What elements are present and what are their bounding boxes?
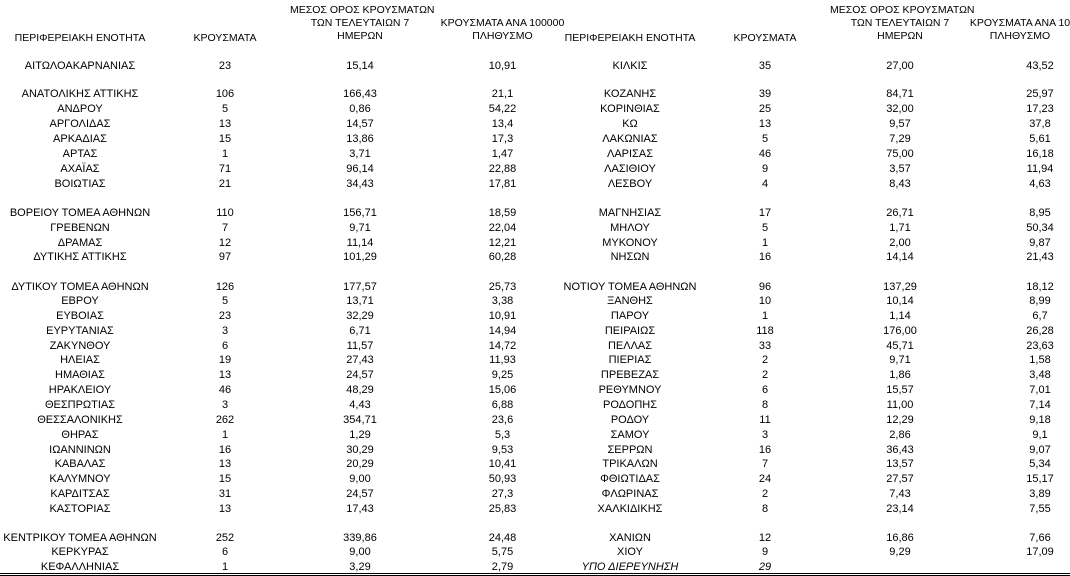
right-region-cell: ΠΡΕΒΕΖΑΣ <box>600 369 660 381</box>
left-region-cell: ΚΕΡΚΥΡΑΣ <box>51 546 109 558</box>
right-avg-cell: 23,14 <box>886 503 914 515</box>
right-region-cell: ΦΘΙΩΤΙΔΑΣ <box>600 473 660 485</box>
left-per100k-cell: 11,93 <box>489 354 516 366</box>
right-per100k-cell: 7,66 <box>1029 532 1051 544</box>
left-per100k-cell: 22,88 <box>488 163 517 175</box>
right-per100k-cell: 11,94 <box>1026 163 1054 175</box>
right-per100k-cell: 3,89 <box>1029 488 1051 500</box>
left-region-cell: ΔΡΑΜΑΣ <box>57 237 103 249</box>
left-per100k-cell: 27,3 <box>491 488 514 500</box>
left-per100k-cell: 1,47 <box>491 148 514 160</box>
left-region-cell: ΒΟΙΩΤΙΑΣ <box>54 178 106 190</box>
right-cases-cell: 2 <box>761 354 769 366</box>
right-region-cell: ΣΕΡΡΩΝ <box>607 444 653 456</box>
right-region-cell: ΥΠΟ ΔΙΕΡΕΥΝΗΣΗ <box>581 561 679 573</box>
left-cases-cell: 13 <box>218 118 232 130</box>
left-per100k-cell: 15,06 <box>488 384 517 396</box>
left-per100k-cell: 54,22 <box>488 103 517 115</box>
right-cases-cell: 118 <box>756 325 774 337</box>
right-region-cell: ΜΗΛΟΥ <box>610 222 650 234</box>
right-cases-cell: 39 <box>758 88 772 100</box>
right-cases-cell: 29 <box>758 561 772 573</box>
right-per100k-cell: 9,07 <box>1029 444 1051 456</box>
left-cases-cell: 16 <box>218 444 232 456</box>
right-avg-cell: 1,86 <box>889 369 911 381</box>
header-per100k-left-1: ΚΡΟΥΣΜΑΤΑ ΑΝΑ 100000 <box>440 17 565 29</box>
left-cases-cell: 110 <box>216 207 234 219</box>
left-region-cell: ΖΑΚΥΝΘΟΥ <box>49 340 111 352</box>
right-cases-cell: 7 <box>761 458 769 470</box>
right-cases-cell: 2 <box>761 488 769 500</box>
right-per100k-cell: 9,87 <box>1029 237 1051 249</box>
left-avg-cell: 354,71 <box>343 414 377 426</box>
left-per100k-cell: 21,1 <box>491 88 514 100</box>
left-avg-cell: 9,71 <box>349 222 371 234</box>
left-per100k-cell: 24,48 <box>488 532 517 544</box>
right-region-cell: ΡΕΘΥΜΝΟΥ <box>598 384 662 396</box>
left-cases-cell: 23 <box>218 60 232 72</box>
left-per100k-cell: 5,3 <box>494 429 511 441</box>
right-region-cell: ΠΑΡΟΥ <box>610 310 650 322</box>
right-avg-cell: 176,00 <box>883 325 917 337</box>
right-cases-cell: 25 <box>758 103 772 115</box>
right-per100k-cell: 21,43 <box>1026 251 1054 263</box>
right-cases-cell: 12 <box>758 532 772 544</box>
header-cases-left: ΚΡΟΥΣΜΑΤΑ <box>193 32 257 44</box>
left-avg-cell: 13,71 <box>346 295 374 307</box>
header-per100k-left-2: ΠΛΗΘΥΣΜΟ <box>472 30 533 42</box>
right-region-cell: ΤΡΙΚΑΛΩΝ <box>602 458 658 470</box>
right-avg-cell: 27,57 <box>886 473 914 485</box>
left-avg-cell: 6,71 <box>349 325 371 337</box>
right-region-cell: ΧΙΟΥ <box>617 546 643 558</box>
left-avg-cell: 13,86 <box>346 133 374 145</box>
left-avg-cell: 9,00 <box>349 473 371 485</box>
right-avg-cell: 13,57 <box>886 458 914 470</box>
right-region-cell: ΛΑΣΙΘΙΟΥ <box>604 163 656 175</box>
right-cases-cell: 1 <box>761 237 769 249</box>
header-per100k-right-2: ΠΛΗΘΥΣΜΟ <box>989 30 1051 42</box>
right-region-cell: ΚΟΖΑΝΗΣ <box>603 88 657 100</box>
right-per100k-cell: 16,18 <box>1026 148 1054 160</box>
left-cases-cell: 126 <box>215 281 235 293</box>
left-region-cell: ΚΕΦΑΛΛΗΝΙΑΣ <box>40 561 120 573</box>
left-cases-cell: 5 <box>221 103 229 115</box>
right-cases-cell: 35 <box>758 60 772 72</box>
right-cases-cell: 16 <box>758 444 772 456</box>
left-per100k-cell: 6,88 <box>491 399 514 411</box>
right-avg-cell: 26,71 <box>886 207 914 219</box>
left-region-cell: ΒΟΡΕΙΟΥ ΤΟΜΕΑ ΑΘΗΝΩΝ <box>9 207 151 219</box>
right-region-cell: ΣΑΜΟΥ <box>610 429 650 441</box>
left-region-cell: ΗΜΑΘΙΑΣ <box>55 369 105 381</box>
right-avg-cell: 2,86 <box>889 429 911 441</box>
left-cases-cell: 1 <box>221 148 229 160</box>
right-cases-cell: 16 <box>758 251 772 263</box>
left-avg-cell: 11,57 <box>346 340 374 352</box>
right-cases-cell: 5 <box>761 133 769 145</box>
left-per100k-cell: 5,75 <box>491 546 514 558</box>
right-avg-cell: 9,29 <box>889 546 911 558</box>
right-per100k-cell: 3,48 <box>1029 369 1051 381</box>
left-per100k-cell: 13,4 <box>491 118 514 130</box>
left-region-cell: ΕΥΡΥΤΑΝΙΑΣ <box>46 325 114 337</box>
right-region-cell: ΡΟΔΟΥ <box>610 414 650 426</box>
left-region-cell: ΑΝΔΡΟΥ <box>57 103 103 115</box>
right-per100k-cell: 1,58 <box>1029 354 1051 366</box>
right-per100k-cell: 25,97 <box>1026 88 1054 100</box>
right-per100k-cell: 9,18 <box>1029 414 1051 426</box>
right-region-cell: ΛΕΣΒΟΥ <box>607 178 653 190</box>
left-avg-cell: 24,57 <box>346 369 374 381</box>
left-cases-cell: 21 <box>218 178 232 190</box>
header-avg-left-2: ΤΩΝ ΤΕΛΕΥΤΑΙΩΝ 7 <box>310 17 410 29</box>
left-region-cell: ΓΡΕΒΕΝΩΝ <box>50 222 110 234</box>
right-cases-cell: 11 <box>759 414 771 426</box>
left-region-cell: ΔΥΤΙΚΟΥ ΤΟΜΕΑ ΑΘΗΝΩΝ <box>11 281 149 293</box>
right-avg-cell: 12,29 <box>886 414 914 426</box>
right-per100k-cell: 9,1 <box>1032 429 1048 441</box>
right-per100k-cell: 7,14 <box>1029 399 1051 411</box>
left-avg-cell: 3,71 <box>349 148 371 160</box>
right-per100k-cell: 5,34 <box>1029 458 1051 470</box>
header-avg-left-3: ΗΜΕΡΩΝ <box>337 30 383 42</box>
left-cases-cell: 1 <box>221 561 229 573</box>
left-region-cell: ΚΑΡΔΙΤΣΑΣ <box>50 488 110 500</box>
right-avg-cell: 2,00 <box>889 237 911 249</box>
right-cases-cell: 9 <box>761 546 769 558</box>
header-region-right: ΠΕΡΙΦΕΡΕΙΑΚΗ ΕΝΟΤΗΤΑ <box>564 32 696 44</box>
bottom-rule-1 <box>0 573 1070 574</box>
left-cases-cell: 71 <box>218 163 232 175</box>
left-cases-cell: 13 <box>218 503 232 515</box>
left-per100k-cell: 2,79 <box>491 561 514 573</box>
right-cases-cell: 8 <box>761 399 769 411</box>
right-region-cell: ΜΥΚΟΝΟΥ <box>602 237 658 249</box>
right-avg-cell: 32,00 <box>886 103 914 115</box>
right-cases-cell: 3 <box>761 429 769 441</box>
left-cases-cell: 31 <box>218 488 232 500</box>
left-per100k-cell: 10,41 <box>488 458 517 470</box>
left-per100k-cell: 17,3 <box>491 133 514 145</box>
left-avg-cell: 101,29 <box>343 251 377 263</box>
left-cases-cell: 262 <box>215 414 235 426</box>
right-avg-cell: 9,71 <box>889 354 911 366</box>
right-cases-cell: 24 <box>758 473 772 485</box>
right-cases-cell: 8 <box>761 503 769 515</box>
right-region-cell: ΛΑΚΩΝΙΑΣ <box>602 133 658 145</box>
right-region-cell: ΦΛΩΡΙΝΑΣ <box>601 488 659 500</box>
left-region-cell: ΑΡΓΟΛΙΔΑΣ <box>49 118 111 130</box>
left-per100k-cell: 10,91 <box>488 310 517 322</box>
left-avg-cell: 96,14 <box>346 163 374 175</box>
right-per100k-cell: 26,28 <box>1026 325 1054 337</box>
left-per100k-cell: 9,53 <box>491 444 514 456</box>
right-per100k-cell: 7,01 <box>1029 384 1051 396</box>
left-avg-cell: 9,00 <box>349 546 371 558</box>
right-cases-cell: 10 <box>758 295 772 307</box>
header-avg-right-2: ΤΩΝ ΤΕΛΕΥΤΑΙΩΝ 7 <box>850 17 950 29</box>
right-region-cell: ΠΙΕΡΙΑΣ <box>608 354 652 366</box>
right-region-cell: ΝΗΣΩΝ <box>610 251 650 263</box>
left-avg-cell: 30,29 <box>346 444 374 456</box>
right-avg-cell: 75,00 <box>886 148 914 160</box>
left-cases-cell: 46 <box>218 384 232 396</box>
left-per100k-cell: 25,83 <box>488 503 517 515</box>
left-avg-cell: 4,43 <box>349 399 371 411</box>
right-per100k-cell: 7,55 <box>1029 503 1051 515</box>
header-avg-right-1: ΜΕΣΟΣ ΟΡΟΣ ΚΡΟΥΣΜΑΤΩΝ <box>830 4 975 16</box>
left-region-cell: ΕΥΒΟΙΑΣ <box>56 310 104 322</box>
right-per100k-cell: 8,95 <box>1029 207 1051 219</box>
right-cases-cell: 5 <box>761 222 769 234</box>
left-avg-cell: 48,29 <box>346 384 374 396</box>
right-avg-cell: 9,57 <box>889 118 911 130</box>
right-per100k-cell: 23,63 <box>1026 340 1054 352</box>
left-cases-cell: 6 <box>221 546 229 558</box>
right-cases-cell: 6 <box>761 384 769 396</box>
right-per100k-cell: 15,17 <box>1026 473 1054 485</box>
right-avg-cell: 3,57 <box>889 163 911 175</box>
left-avg-cell: 14,57 <box>346 118 374 130</box>
right-avg-cell: 10,14 <box>886 295 914 307</box>
right-avg-cell: 1,14 <box>889 310 911 322</box>
left-avg-cell: 32,29 <box>346 310 374 322</box>
right-region-cell: ΛΑΡΙΣΑΣ <box>606 148 653 160</box>
left-cases-cell: 13 <box>218 458 232 470</box>
right-avg-cell: 7,29 <box>889 133 911 145</box>
left-region-cell: ΑΝΑΤΟΛΙΚΗΣ ΑΤΤΙΚΗΣ <box>21 88 139 100</box>
left-region-cell: ΚΑΛΥΜΝΟΥ <box>49 473 111 485</box>
left-avg-cell: 3,29 <box>349 561 371 573</box>
right-per100k-cell: 5,61 <box>1029 133 1051 145</box>
right-cases-cell: 9 <box>761 163 769 175</box>
right-avg-cell: 36,43 <box>886 444 914 456</box>
left-cases-cell: 23 <box>218 310 232 322</box>
right-avg-cell: 45,71 <box>886 340 914 352</box>
left-region-cell: ΘΗΡΑΣ <box>61 429 99 441</box>
right-region-cell: ΚΟΡΙΝΘΙΑΣ <box>600 103 660 115</box>
header-region-left: ΠΕΡΙΦΕΡΕΙΑΚΗ ΕΝΟΤΗΤΑ <box>14 32 146 44</box>
right-avg-cell: 11,00 <box>886 399 914 411</box>
left-avg-cell: 24,57 <box>346 488 374 500</box>
right-cases-cell: 46 <box>758 148 772 160</box>
left-avg-cell: 339,86 <box>343 532 377 544</box>
left-region-cell: ΕΒΡΟΥ <box>61 295 99 307</box>
left-cases-cell: 19 <box>218 354 232 366</box>
left-per100k-cell: 25,73 <box>488 281 517 293</box>
header-avg-left-1: ΜΕΣΟΣ ΟΡΟΣ ΚΡΟΥΣΜΑΤΩΝ <box>290 4 435 16</box>
right-avg-cell: 14,14 <box>886 251 914 263</box>
right-avg-cell: 7,43 <box>889 488 911 500</box>
right-per100k-cell: 43,52 <box>1026 60 1054 72</box>
left-region-cell: ΑΡΚΑΔΙΑΣ <box>53 133 107 145</box>
left-region-cell: ΘΕΣΣΑΛΟΝΙΚΗΣ <box>37 414 123 426</box>
left-avg-cell: 0,86 <box>349 103 371 115</box>
left-avg-cell: 11,14 <box>346 237 374 249</box>
right-per100k-cell: 37,8 <box>1029 118 1051 130</box>
left-cases-cell: 15 <box>218 133 232 145</box>
right-cases-cell: 96 <box>758 281 772 293</box>
left-avg-cell: 34,43 <box>346 178 374 190</box>
right-per100k-cell: 6,7 <box>1032 310 1048 322</box>
right-region-cell: ΝΟΤΙΟΥ ΤΟΜΕΑ ΑΘΗΝΩΝ <box>563 281 697 293</box>
left-cases-cell: 106 <box>215 88 235 100</box>
left-avg-cell: 156,71 <box>343 207 377 219</box>
left-avg-cell: 15,14 <box>346 60 374 72</box>
right-per100k-cell: 4,63 <box>1029 178 1051 190</box>
left-cases-cell: 12 <box>218 237 232 249</box>
left-per100k-cell: 60,28 <box>488 251 517 263</box>
left-avg-cell: 166,43 <box>343 88 377 100</box>
right-cases-cell: 17 <box>758 207 772 219</box>
left-per100k-cell: 3,38 <box>491 295 514 307</box>
left-per100k-cell: 23,6 <box>491 414 514 426</box>
left-region-cell: ΑΡΤΑΣ <box>62 148 98 160</box>
left-region-cell: ΑΧΑΪΑΣ <box>60 163 100 175</box>
right-region-cell: ΠΕΛΛΑΣ <box>607 340 653 352</box>
left-region-cell: ΚΕΝΤΡΙΚΟΥ ΤΟΜΕΑ ΑΘΗΝΩΝ <box>3 532 157 544</box>
left-cases-cell: 3 <box>221 399 229 411</box>
right-per100k-cell: 8,99 <box>1029 295 1051 307</box>
left-avg-cell: 17,43 <box>346 503 374 515</box>
right-cases-cell: 1 <box>761 310 769 322</box>
left-per100k-cell: 12,21 <box>488 237 517 249</box>
right-region-cell: ΚΙΛΚΙΣ <box>612 60 648 72</box>
left-cases-cell: 3 <box>221 325 229 337</box>
left-avg-cell: 20,29 <box>346 458 374 470</box>
left-per100k-cell: 14,72 <box>488 340 517 352</box>
left-per100k-cell: 9,25 <box>491 369 514 381</box>
left-per100k-cell: 18,59 <box>488 207 517 219</box>
header-cases-right: ΚΡΟΥΣΜΑΤΑ <box>733 32 797 44</box>
right-avg-cell: 1,71 <box>889 222 911 234</box>
left-per100k-cell: 10,91 <box>488 60 517 72</box>
left-per100k-cell: 17,81 <box>488 178 517 190</box>
right-avg-cell: 137,29 <box>883 281 917 293</box>
right-region-cell: ΡΟΔΟΠΗΣ <box>602 399 658 411</box>
left-cases-cell: 252 <box>215 532 235 544</box>
right-avg-cell: 27,00 <box>886 60 914 72</box>
left-per100k-cell: 50,93 <box>488 473 517 485</box>
header-avg-right-3: ΗΜΕΡΩΝ <box>877 30 923 42</box>
right-region-cell: ΚΩ <box>622 118 638 130</box>
left-region-cell: ΗΛΕΙΑΣ <box>60 354 100 366</box>
left-cases-cell: 5 <box>221 295 229 307</box>
left-region-cell: ΑΙΤΩΛΟΑΚΑΡΝΑΝΙΑΣ <box>24 60 136 72</box>
right-avg-cell: 8,43 <box>889 178 911 190</box>
header-per100k-right-1: ΚΡΟΥΣΜΑΤΑ ΑΝΑ 10 <box>969 17 1070 29</box>
left-avg-cell: 1,29 <box>349 429 371 441</box>
right-avg-cell: 15,57 <box>886 384 914 396</box>
right-cases-cell: 33 <box>758 340 772 352</box>
right-per100k-cell: 17,09 <box>1026 546 1054 558</box>
left-cases-cell: 13 <box>218 369 232 381</box>
left-per100k-cell: 22,04 <box>488 222 517 234</box>
right-per100k-cell: 18,12 <box>1026 281 1054 293</box>
left-region-cell: ΗΡΑΚΛΕΙΟΥ <box>48 384 112 396</box>
left-cases-cell: 1 <box>221 429 229 441</box>
right-per100k-cell: 50,34 <box>1026 222 1054 234</box>
right-cases-cell: 4 <box>761 178 769 190</box>
right-cases-cell: 13 <box>758 118 772 130</box>
left-region-cell: ΙΩΑΝΝΙΝΩΝ <box>49 444 111 456</box>
left-region-cell: ΚΑΣΤΟΡΙΑΣ <box>49 503 111 515</box>
right-region-cell: ΠΕΙΡΑΙΩΣ <box>604 325 656 337</box>
right-region-cell: ΞΑΝΘΗΣ <box>607 295 653 307</box>
right-per100k-cell: 17,23 <box>1026 103 1054 115</box>
left-cases-cell: 6 <box>221 340 229 352</box>
left-avg-cell: 177,57 <box>343 281 377 293</box>
left-cases-cell: 97 <box>218 251 232 263</box>
left-avg-cell: 27,43 <box>346 354 374 366</box>
right-avg-cell: 84,71 <box>886 88 914 100</box>
left-region-cell: ΔΥΤΙΚΗΣ ΑΤΤΙΚΗΣ <box>33 251 127 263</box>
left-region-cell: ΚΑΒΑΛΑΣ <box>54 458 106 470</box>
left-region-cell: ΘΕΣΠΡΩΤΙΑΣ <box>44 399 116 411</box>
right-region-cell: ΧΑΝΙΩΝ <box>609 532 651 544</box>
right-avg-cell: 16,86 <box>886 532 914 544</box>
left-per100k-cell: 14,94 <box>488 325 517 337</box>
right-cases-cell: 2 <box>761 369 769 381</box>
left-cases-cell: 7 <box>221 222 229 234</box>
right-region-cell: ΜΑΓΝΗΣΙΑΣ <box>598 207 662 219</box>
right-region-cell: ΧΑΛΚΙΔΙΚΗΣ <box>597 503 663 515</box>
left-cases-cell: 15 <box>218 473 232 485</box>
